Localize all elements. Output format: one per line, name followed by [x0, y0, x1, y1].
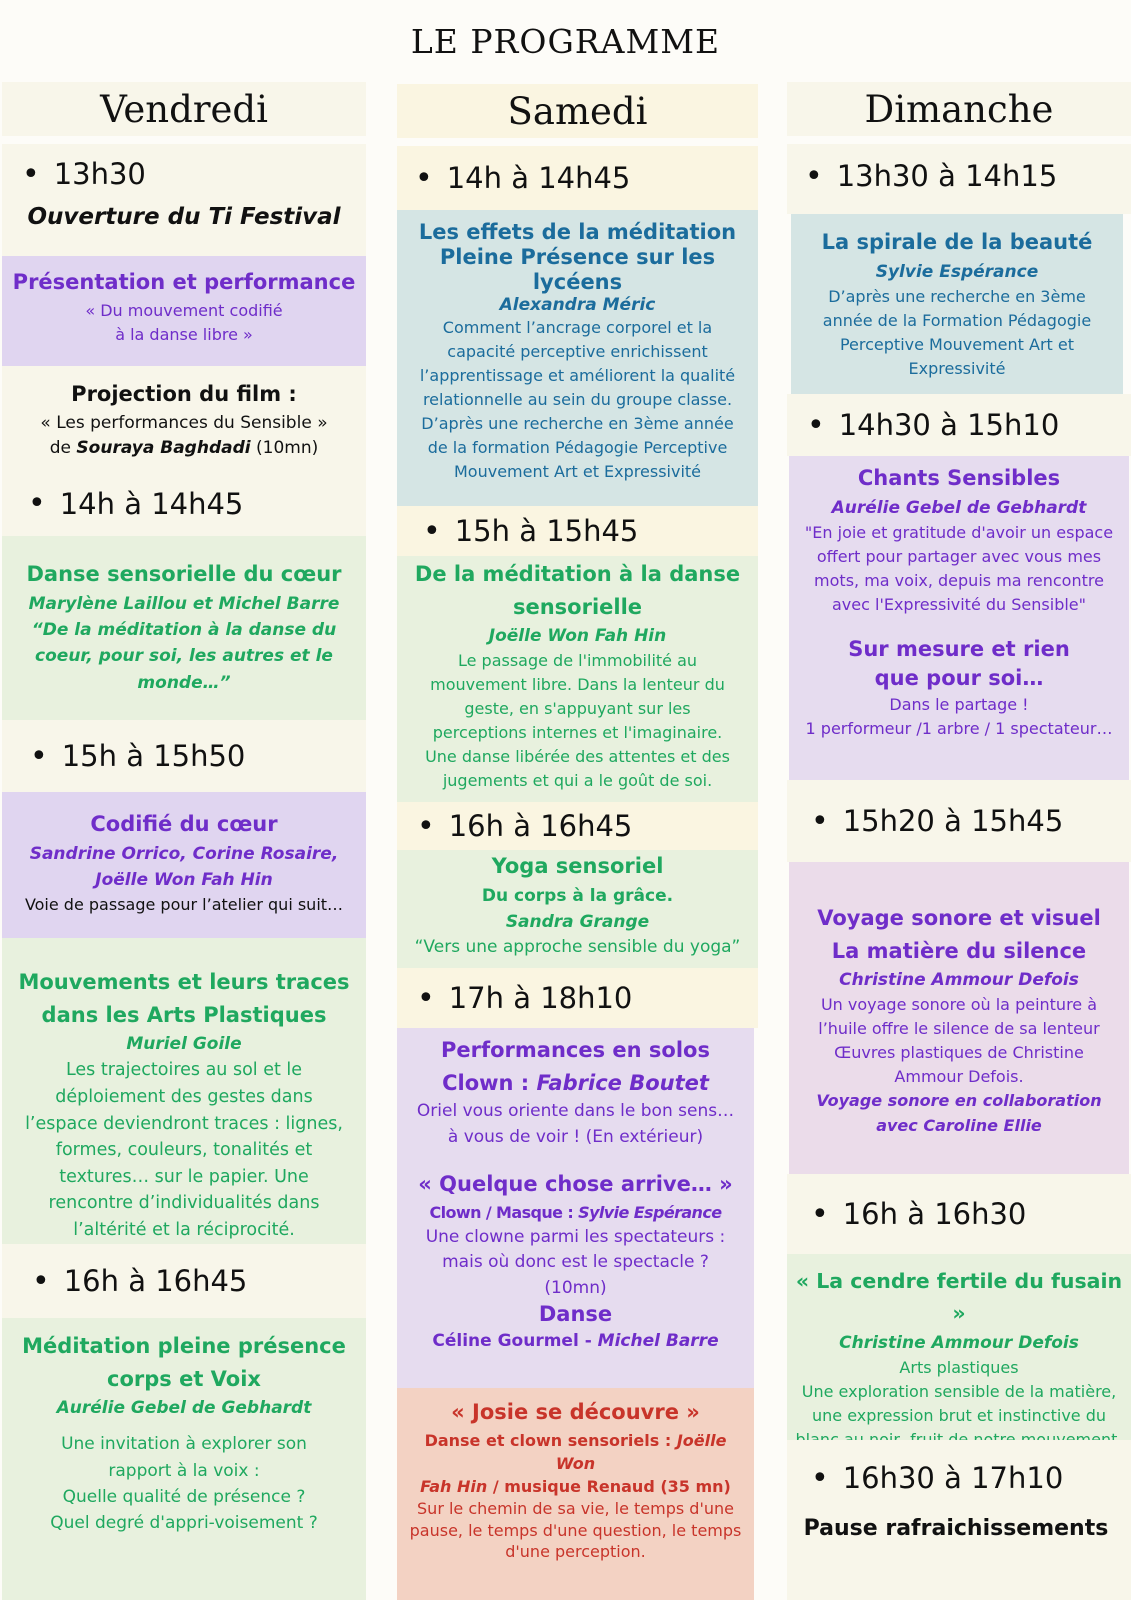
bullet-icon: •: [30, 738, 48, 774]
time-label: 13h30: [53, 157, 146, 191]
bullet-icon: •: [28, 486, 46, 522]
bullet-icon: •: [811, 803, 829, 839]
event-title: lycéens: [532, 269, 623, 294]
event-desc: Une clowne parmi les spectateurs :: [425, 1226, 726, 1247]
event-desc: de: [49, 438, 72, 459]
event-author: Sylvie Espérance: [875, 261, 1039, 282]
event-subtitle: Danse et clown sensoriels :: [424, 1430, 677, 1450]
event-title: Les effets de la méditation: [418, 220, 737, 244]
event-desc: Ammour Defois.: [894, 1067, 1024, 1087]
time-label: 14h à 14h45: [59, 486, 244, 521]
event-title: Voyage sonore et visuel: [817, 906, 1101, 930]
event-desc: perceptions internes et l'imaginaire.: [432, 723, 723, 743]
event-subtitle: Voyage sonore en collaboration: [816, 1091, 1102, 1111]
event-title: Pleine Présence sur les: [439, 244, 716, 269]
time-label: 13h30 à 14h15: [836, 159, 1058, 193]
bullet-icon: •: [417, 808, 435, 844]
event-desc: l’huile offre le silence de sa lenteur: [818, 1019, 1100, 1039]
bullet-icon: •: [811, 1196, 829, 1232]
event-author: Marylène Laillou et Michel Barre: [28, 593, 340, 614]
event-title: « La cendre fertile du fusain »: [795, 1269, 1123, 1325]
time-label: 16h30 à 17h10: [842, 1461, 1064, 1495]
slot-14h: [397, 146, 758, 210]
event-desc: de la formation Pédagogie Perceptive: [427, 438, 728, 458]
event-meditation-danse: [397, 556, 758, 802]
slot-17h: [397, 968, 758, 1028]
event-desc: “Vers une approche sensible du yoga”: [414, 937, 741, 958]
event-title: Méditation pleine présence: [22, 1334, 346, 1358]
event-voyage-sonore: [789, 862, 1129, 1174]
event-desc: Quel degré d'appri-voisement ?: [50, 1513, 318, 1534]
event-desc: Le passage de l'immobilité au: [457, 651, 698, 671]
event-desc: « Les performances du Sensible »: [40, 412, 328, 433]
event-author: Fabrice Boutet: [536, 1070, 709, 1095]
event-author: Christine Ammour Defois: [839, 970, 1079, 991]
event-subtitle: avec Caroline Ellie: [876, 1116, 1042, 1136]
event-author: Aurélie Gebel de Gebhardt: [831, 497, 1087, 518]
bullet-icon: •: [807, 407, 825, 443]
event-spirale: [791, 214, 1123, 394]
event-desc: Les trajectoires au sol et le: [65, 1060, 303, 1081]
event-title: Mouvements et leurs traces: [18, 970, 350, 994]
opening-label: Ouverture du Ti Festival: [27, 204, 341, 230]
event-desc: mouvement libre. Dans la lenteur du: [430, 675, 725, 695]
event-title: Chants Sensibles: [857, 466, 1061, 490]
event-desc: l’espace deviendront traces : lignes,: [25, 1113, 343, 1134]
time-label: 15h20 à 15h45: [842, 804, 1064, 838]
time-label: 16h à 16h45: [448, 809, 633, 843]
event-desc: D’après une recherche en 3ème année: [421, 414, 734, 434]
event-josie: [397, 1388, 754, 1600]
event-author: Joëlle Won Fah Hin: [95, 869, 273, 890]
event-title: Danse sensorielle du cœur: [26, 562, 342, 586]
event-desc: à la danse libre »: [115, 324, 253, 344]
slot-15h: [397, 506, 758, 556]
event-author: Sylvie Espérance: [578, 1202, 722, 1222]
event-author: Sandra Grange: [505, 911, 650, 932]
event-desc: mots, ma voix, depuis ma rencontre: [814, 570, 1104, 590]
event-title: Performances en solos: [441, 1038, 710, 1062]
event-desc: Œuvres plastiques de Christine: [834, 1043, 1084, 1063]
slot-16h: [787, 1174, 1131, 1254]
slot-opening: [2, 144, 366, 256]
event-author: Aurélie Gebel de Gebhardt: [56, 1398, 312, 1419]
event-subtitle: coeur, pour soi, les autres et le: [35, 646, 333, 667]
event-title: La matière du silence: [831, 938, 1087, 963]
event-film: [2, 366, 366, 536]
event-subtitle: Clown / Masque :: [429, 1202, 579, 1222]
event-title: sensorielle: [512, 594, 643, 619]
event-subtitle: / musique Renaud (35 mn): [487, 1476, 731, 1496]
event-duration: (10mn): [256, 438, 319, 459]
day-header-dimanche: Dimanche: [787, 82, 1131, 136]
event-desc: Expressivité: [908, 358, 1006, 378]
event-desc: "En joie et gratitude d'avoir un espace: [804, 522, 1114, 542]
bullet-icon: •: [811, 1460, 829, 1496]
event-desc: pause, le temps d'une question, le temps: [409, 1520, 742, 1540]
event-subtitle: monde…”: [137, 672, 231, 693]
event-title: dans les Arts Plastiques: [41, 1002, 327, 1027]
time-label: 14h à 14h45: [446, 161, 631, 195]
event-desc: Oriel vous oriente dans le bon sens…: [416, 1101, 735, 1122]
time-label: 17h à 18h10: [448, 981, 633, 1015]
bullet-icon: •: [423, 513, 441, 549]
event-desc: formes, couleurs, tonalités et: [55, 1140, 313, 1161]
time-label: 16h à 16h45: [63, 1264, 248, 1298]
event-title: La spirale de la beauté: [821, 230, 1093, 254]
event-author: Christine Ammour Defois: [839, 1332, 1079, 1353]
event-performances: [397, 1028, 754, 1388]
event-desc: déploiement des gestes dans: [55, 1087, 313, 1108]
event-desc: Perceptive Mouvement Art et: [839, 334, 1075, 354]
event-title: que pour soi…: [874, 666, 1044, 691]
event-desc: Mouvement Art et Expressivité: [453, 462, 701, 482]
event-desc: une expression brut et instinctive du: [811, 1405, 1107, 1425]
event-author: Fah Hin: [420, 1476, 488, 1496]
bullet-icon: •: [417, 980, 435, 1016]
slot-13h30: [787, 144, 1131, 214]
event-desc: (10mn): [544, 1277, 607, 1298]
day-header-vendredi: Vendredi: [2, 82, 366, 136]
event-title: « Josie se découvre »: [451, 1400, 700, 1424]
event-subtitle: Clown :: [442, 1070, 537, 1095]
event-title: Yoga sensoriel: [491, 854, 664, 878]
bullet-icon: •: [32, 1263, 50, 1299]
event-desc: « Du mouvement codifié: [85, 300, 283, 320]
event-desc: jugements et qui a le goût de soi.: [442, 771, 713, 791]
event-meditation: [2, 1318, 366, 1600]
time-label: 15h à 15h50: [61, 739, 246, 773]
event-desc: rencontre d’individualités dans: [48, 1193, 320, 1214]
event-desc: Une exploration sensible de la matière,: [801, 1381, 1117, 1401]
event-author: Muriel Goile: [126, 1034, 242, 1055]
event-desc: Sur le chemin de sa vie, le temps d'une: [417, 1499, 734, 1519]
event-desc: Arts plastiques: [899, 1357, 1019, 1377]
event-desc: capacité perceptive enrichissent: [447, 342, 708, 362]
event-desc: d'une perception.: [505, 1542, 646, 1562]
slot-15h: [2, 720, 366, 792]
event-desc: Comment l’ancrage corporel et la: [442, 318, 713, 338]
event-subtitle: Du corps à la grâce.: [481, 885, 674, 906]
event-title: Projection du film :: [71, 382, 297, 406]
slot-16h30: [787, 1440, 1131, 1600]
time-label: 14h30 à 15h10: [838, 408, 1060, 442]
bullet-icon: •: [22, 156, 40, 192]
event-cendre: [787, 1254, 1131, 1440]
slot-14h30: [787, 394, 1131, 456]
event-desc: Une invitation à explorer son: [61, 1434, 307, 1455]
event-desc: textures… sur le papier. Une: [59, 1166, 309, 1187]
event-author: Joëlle Won Fah Hin: [488, 626, 667, 647]
time-label: 16h à 16h30: [842, 1197, 1027, 1231]
event-desc: relationnelle au sein du groupe classe.: [422, 390, 733, 410]
event-yoga: [397, 850, 758, 968]
event-desc: à vous de voir ! (En extérieur): [447, 1126, 704, 1147]
event-subtitle: “De la méditation à la danse du: [31, 619, 337, 640]
bullet-icon: •: [805, 158, 823, 194]
event-desc: Dans le partage !: [889, 694, 1029, 714]
event-desc: Voie de passage pour l’atelier qui suit…: [24, 895, 344, 915]
event-author: Céline Gourmel -: [432, 1331, 598, 1352]
page-title: LE PROGRAMME: [410, 22, 721, 61]
event-desc: Quelle qualité de présence ?: [62, 1487, 306, 1508]
event-presentation: [2, 256, 366, 366]
event-chants: [789, 456, 1129, 780]
day-header-samedi: Samedi: [397, 84, 758, 138]
event-author: Sandrine Orrico, Corine Rosaire,: [29, 843, 339, 864]
slot-15h20: [787, 780, 1131, 862]
event-desc: 1 performeur /1 arbre / 1 spectateur…: [805, 718, 1113, 738]
event-author: Alexandra Méric: [499, 295, 656, 316]
slot-16h: [2, 1244, 366, 1318]
event-title: corps et Voix: [107, 1366, 261, 1391]
event-author: Souraya Baghdadi: [76, 438, 251, 459]
event-desc: l’altérité et la réciprocité.: [73, 1220, 295, 1240]
pause-label: Pause rafraichissements: [803, 1516, 1109, 1541]
event-title: « Quelque chose arrive… »: [418, 1172, 733, 1197]
event-author: Joëlle Won: [555, 1430, 727, 1473]
event-desc: année de la Formation Pédagogie: [822, 310, 1092, 330]
event-desc: geste, en s'appuyant sur les: [464, 699, 691, 719]
event-danse-coeur: [2, 536, 366, 720]
event-desc: avec l'Expressivité du Sensible": [832, 594, 1086, 614]
event-desc: l’apprentissage et améliorent la qualité: [419, 366, 736, 386]
event-desc: Un voyage sonore où la peinture à: [820, 995, 1098, 1015]
event-author: Michel Barre: [597, 1331, 719, 1352]
event-title: De la méditation à la danse: [414, 562, 741, 586]
event-mouvements: [2, 938, 366, 1244]
event-desc: Une danse libérée des attentes et des: [425, 747, 730, 767]
event-title: Danse: [538, 1302, 613, 1327]
event-desc: rapport à la voix :: [108, 1460, 260, 1481]
event-codifie: [2, 792, 366, 938]
bullet-icon: •: [415, 160, 433, 196]
slot-16h: [397, 802, 758, 850]
event-effets-meditation: [397, 210, 758, 506]
event-title: Présentation et performance: [12, 270, 356, 294]
time-label: 15h à 15h45: [454, 514, 639, 548]
event-desc: mais où donc est le spectacle ?: [442, 1252, 709, 1273]
event-desc: D’après une recherche en 3ème: [828, 286, 1086, 306]
event-desc: offert pour partager avec vous mes: [816, 546, 1102, 566]
event-title: Sur mesure et rien: [848, 636, 1070, 661]
event-title: Codifié du cœur: [90, 812, 278, 836]
